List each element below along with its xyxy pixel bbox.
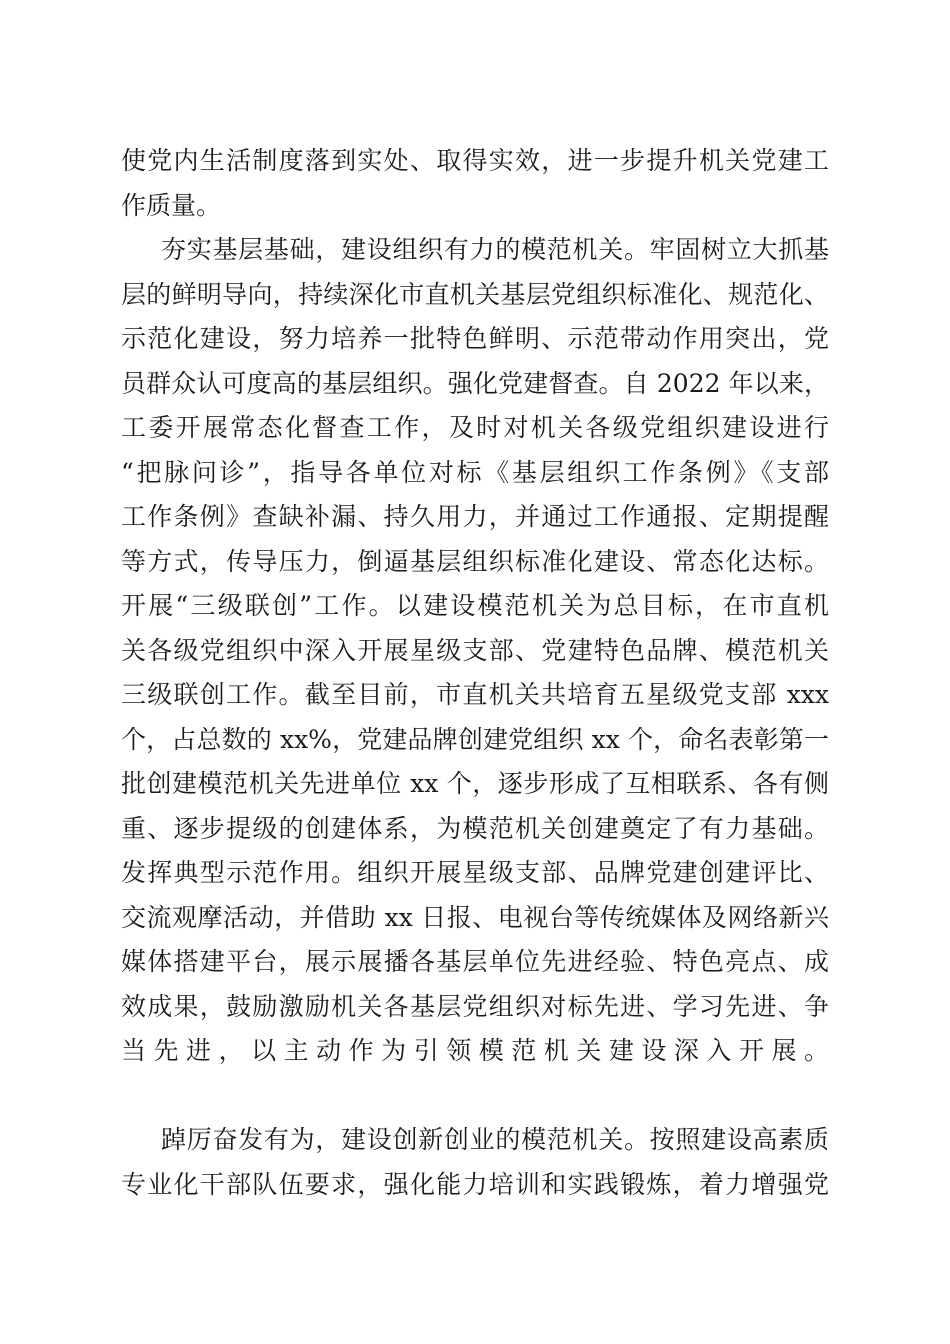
text-line: [121, 1074, 829, 1119]
text-line: 批创建模范机关先进单位 xx 个，逐步形成了互相联系、各有侧: [121, 769, 829, 798]
text-line: 工作条例》查缺补漏、持久用力，并通过工作通报、定期提醒: [121, 502, 829, 531]
text-line: 作质量。: [121, 190, 222, 220]
text-line: 效成果，鼓励激励机关各基层党组织对标先进、学习先进、争: [121, 991, 829, 1021]
text-line: 专业化干部队伍要求，强化能力培训和实践锻炼，着力增强党: [121, 1169, 829, 1199]
text-line: 个，占总数的 xx%，党建品牌创建党组织 xx 个，命名表彰第一: [121, 724, 829, 754]
text-line: 当先进，以主动作为引领模范机关建设深入开展。: [121, 1036, 829, 1065]
text-line: 等方式，传导压力，倒逼基层组织标准化建设、常态化达标。: [121, 546, 829, 576]
text-line: 工委开展常态化督查工作，及时对机关各级党组织建设进行: [121, 413, 829, 442]
text-line: 重、逐步提级的创建体系，为模范机关创建奠定了有力基础。: [121, 813, 829, 843]
text-line: 发挥典型示范作用。组织开展星级支部、品牌党建创建评比、: [121, 858, 829, 887]
text-line: 媒体搭建平台，展示展播各基层单位先进经验、特色亮点、成: [121, 947, 829, 976]
text-line: 交流观摩活动，并借助 xx 日报、电视台等传统媒体及网络新兴: [121, 902, 829, 932]
text-line: 示范化建设，努力培养一批特色鲜明、示范带动作用突出，党: [121, 324, 829, 353]
text-line: “把脉问诊”，指导各单位对标《基层组织工作条例》《支部: [121, 457, 829, 487]
text-line: 关各级党组织中深入开展星级支部、党建特色品牌、模范机关: [121, 635, 829, 665]
text-line: 使党内生活制度落到实处、取得实效，进一步提升机关党建工: [121, 146, 829, 175]
text-line: 员群众认可度高的基层组织。强化党建督查。自 2022 年以来，: [121, 368, 829, 398]
text-line: 层的鲜明导向，持续深化市直机关基层党组织标准化、规范化、: [121, 279, 829, 309]
body-text: [121, 139, 829, 1207]
text-line: 三级联创工作。截至目前，市直机关共培育五星级党支部 xxx: [121, 680, 829, 709]
paragraph-first-line: 踔厉奋发有为，建设创新创业的模范机关。按照建设高素质: [161, 1125, 829, 1154]
text-line: 开展“三级联创”工作。以建设模范机关为总目标，在市直机: [121, 591, 829, 620]
paragraph-first-line: 夯实基层基础，建设组织有力的模范机关。牢固树立大抓基: [161, 235, 829, 264]
